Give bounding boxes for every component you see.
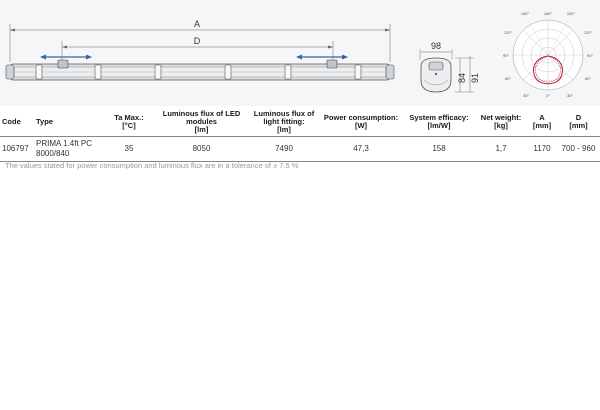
luminaire-cross-section	[420, 41, 480, 92]
height-outer-label: 91	[470, 72, 480, 84]
cell-type	[34, 137, 104, 162]
height-inner-label: 84	[457, 72, 467, 84]
cell-weight: 1,7	[475, 137, 527, 162]
polar-label-90-left: 90°	[502, 53, 510, 58]
header-code-text: Code	[2, 117, 21, 126]
cell-code: 106797	[0, 137, 34, 162]
technical-drawing-band	[0, 0, 600, 106]
cell-flux-fitting: 7490	[249, 137, 319, 162]
polar-label-150-left: 150°	[520, 11, 530, 16]
cell-ta-max: 35	[104, 137, 154, 162]
polar-light-distribution	[503, 11, 593, 98]
polar-label-60-right: 60°	[584, 76, 592, 81]
header-flux-led-text: Luminous flux of LED modules [lm]	[162, 109, 241, 134]
header-type	[34, 108, 104, 137]
header-flux-led	[154, 108, 249, 137]
cell-power: 47,3	[319, 137, 403, 162]
dimension-d	[62, 36, 333, 62]
header-power-text: Power consumption: [W]	[323, 113, 399, 130]
polar-label-30-right: 30°	[566, 93, 574, 98]
header-flux-fitting-text: Luminous flux of light fitting: [lm]	[253, 109, 315, 134]
cell-flux-led: 8050	[154, 137, 249, 162]
tolerance-note: The values stated for power consumption and luminous flux are in a tolerance of ± 7.5 %	[5, 161, 299, 170]
technical-drawing	[0, 0, 600, 106]
polar-label-180: 180°	[543, 11, 553, 16]
header-ta-max	[104, 108, 154, 137]
header-power	[319, 108, 403, 137]
dimension-d-label: D	[193, 36, 201, 46]
specification-table	[0, 108, 600, 162]
cell-type-text: PRIMA 1.4ft PC 8000/840	[36, 139, 93, 158]
polar-label-30-left: 30°	[522, 93, 530, 98]
table-header	[0, 108, 600, 137]
header-efficacy-text: System efficacy: [lm/W]	[409, 113, 469, 130]
header-type-text: Type	[36, 117, 53, 126]
polar-label-60-left: 60°	[504, 76, 512, 81]
header-d-text: D [mm]	[569, 113, 588, 130]
cell-efficacy: 158	[403, 137, 475, 162]
header-d	[557, 108, 600, 137]
table-row	[0, 137, 600, 162]
cell-d: 700 - 960	[557, 137, 600, 162]
polar-label-0: 0°	[546, 93, 550, 98]
bracket-slide-arrow-left-icon	[40, 55, 92, 60]
header-ta-max-text: Ta Max.: [°C]	[114, 113, 144, 130]
header-weight	[475, 108, 527, 137]
header-weight-text: Net weight: [kg]	[480, 113, 522, 130]
polar-label-150-right: 150°	[566, 11, 576, 16]
header-a-text: A [mm]	[532, 113, 552, 130]
width-label: 98	[430, 41, 442, 51]
dimension-a-label: A	[193, 19, 201, 29]
polar-label-90-right: 90°	[586, 53, 594, 58]
polar-label-120-right: 120°	[583, 30, 593, 35]
header-efficacy	[403, 108, 475, 137]
luminaire-side-view	[6, 60, 394, 80]
header-code	[0, 108, 34, 137]
cell-a: 1170	[527, 137, 557, 162]
bracket-slide-arrow-right-icon	[296, 55, 348, 60]
header-flux-fitting	[249, 108, 319, 137]
header-a	[527, 108, 557, 137]
polar-label-120-left: 120°	[503, 30, 513, 35]
